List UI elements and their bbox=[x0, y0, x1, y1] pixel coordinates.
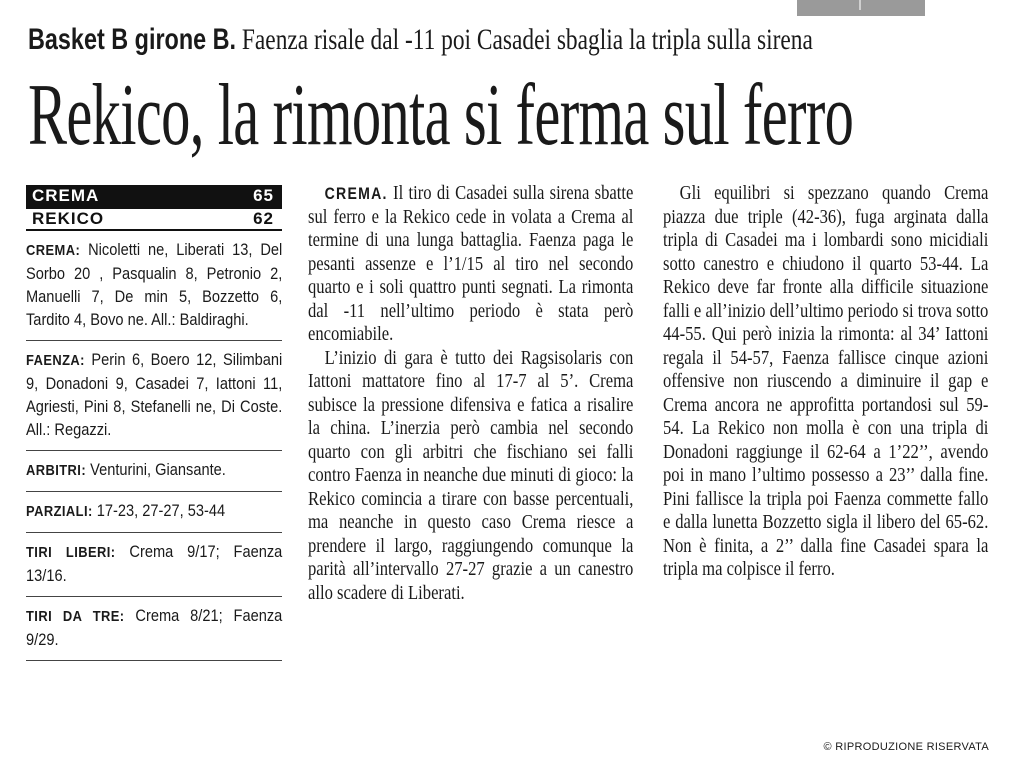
boxscore-label: TIRI LIBERI: bbox=[26, 544, 116, 561]
boxscore-text: 17-23, 27-27, 53-44 bbox=[96, 501, 226, 520]
header-tab-divider bbox=[859, 0, 861, 10]
boxscore-crema bbox=[26, 231, 282, 341]
team-score: 65 bbox=[253, 186, 274, 205]
copyright-notice: © RIPRODUZIONE RISERVATA bbox=[823, 741, 989, 753]
article-dateline: CREMA. bbox=[324, 184, 388, 203]
boxscore-label: TIRI DA TRE: bbox=[26, 608, 125, 625]
score-row-home bbox=[26, 185, 282, 207]
boxscore-label: FAENZA: bbox=[26, 352, 85, 369]
article-column-1 bbox=[308, 182, 634, 605]
boxscore-faenza bbox=[26, 341, 282, 451]
kicker-section: Basket B girone B. bbox=[28, 23, 237, 56]
boxscore-referees bbox=[26, 451, 282, 492]
kicker-subhead: Faenza risale dal -11 poi Casadei sbaglia la tripla sulla sirena bbox=[241, 23, 813, 56]
header-tab-graphic bbox=[797, 0, 925, 16]
article-paragraph bbox=[308, 182, 633, 347]
boxscore-text: Crema 9/17; Faenza 13/16. bbox=[26, 542, 283, 585]
boxscore-free-throws bbox=[26, 533, 282, 597]
boxscore-sidebar bbox=[26, 185, 282, 661]
score-row-away bbox=[26, 207, 282, 231]
article-paragraph: Gli equilibri si spezzano quando Crema piazza due triple (42-36), fuga arginata dalla tripla di Casadei ma i lombardi sono micidiali sotto canestro e chiudono il quarto 53-44. La Rekico deve far fronte alla difficile situazione falli e all’inizio dell’ultimo periodo si trova sotto 44-55. Qui però inizia la rimonta: al 34’ Iattoni regala il 54-57, Faenza fallisce cinque azioni offensive non riuscendo a diminuire il gap e Crema ancora ne approfitta portandosi sul 59-54. La Rekico non molla è con una tripla di Donadoni raggiunge il 62-64 a 1’22’’, avendo poi in mano l’ultimo possesso a 23’’ dalla fine. Pini fallisce la tripla poi Faenza commette fallo e dalla lunetta Bozzetto sigla il libero del 65-62. Non è finita, a 2’’ dalla fine Casadei spara la tripla ma colpisce il ferro. bbox=[663, 182, 989, 580]
team-score: 62 bbox=[253, 209, 274, 228]
headline: Rekico, la rimonta si ferma sul ferro bbox=[28, 67, 854, 164]
boxscore-partials bbox=[26, 492, 282, 533]
article-column-2 bbox=[663, 182, 989, 582]
article-paragraph: L’inizio di gara è tutto dei Ragsisolaris con Iattoni mattatore fino al 17-7 al 5’. Crema subisce la pressione difensiva e fatica a risalire la china. L’inerzia però cambia nel secondo quarto con gli arbitri che fischiano sei falli contro Faenza in neanche due minuti di gioco: la Rekico comincia a tirare con basse percentuali, ma neanche in questo caso Crema riesce a prendere il largo, raggiungendo comunque la parità all’intervallo 27-27 grazie a un canestro allo scadere di Liberati. bbox=[308, 346, 634, 604]
team-name: CREMA bbox=[32, 186, 100, 205]
boxscore-label: PARZIALI: bbox=[26, 503, 93, 520]
boxscore-text: Venturini, Giansante. bbox=[90, 460, 226, 479]
boxscore-three-pointers bbox=[26, 597, 282, 661]
team-name: REKICO bbox=[32, 209, 105, 228]
article-paragraph-text: Il tiro di Casadei sulla sirena sbatte sul ferro e la Rekico cede in volata a Crema al termine di una lunga battaglia. Faenza paga le pesanti assenze e l’1/15 al tiro nel secondo quarto e i soli quattro punti segnati. La rimonta dal -11 nell’ultimo periodo è stata però encomiabile. bbox=[308, 182, 634, 345]
boxscore-text: Crema 8/21; Faenza 9/29. bbox=[26, 606, 283, 649]
boxscore-label: CREMA: bbox=[26, 242, 81, 259]
boxscore-label: ARBITRI: bbox=[26, 462, 87, 479]
boxscore-text: Perin 6, Boero 12, Silimbani 9, Donadoni 9, Casadei 7, Iattoni 11, Agriesti, Pini 8, Stefanelli ne, Di Coste. All.: Regazzi. bbox=[26, 350, 283, 439]
kicker bbox=[28, 20, 813, 60]
boxscore-text: Nicoletti ne, Liberati 13, Del Sorbo 20 , Pasqualin 8, Petronio 2, Manuelli 7, De min 5, Bozzetto 6, Tardito 4, Bovo ne. All.: Baldiraghi. bbox=[26, 240, 283, 329]
